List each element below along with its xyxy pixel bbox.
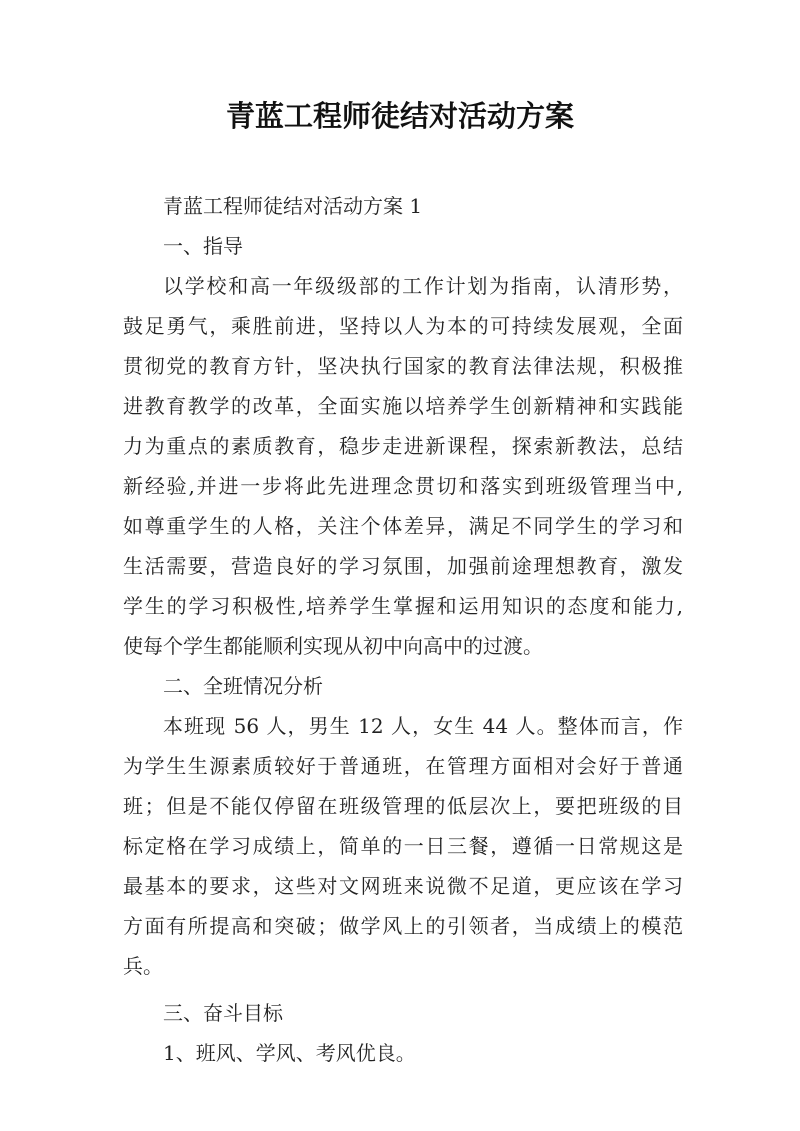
paragraph-line: 班；但是不能仅停留在班级管理的低层次上，要把班级的目	[123, 794, 683, 818]
paragraph-line: 使每个学生都能顺利实现从初中向高中的过渡。	[123, 634, 543, 658]
list-item-goal-1: 1、班风、学风、考风优良。	[163, 1041, 416, 1065]
section-heading-goals: 三、奋斗目标	[163, 1001, 283, 1025]
document-title: 青蓝工程师徒结对活动方案	[225, 99, 574, 133]
paragraph-line: 如尊重学生的人格，关注个体差异，满足不同学生的学习和	[123, 514, 683, 538]
paragraph-line: 鼓足勇气，乘胜前进，坚持以人为本的可持续发展观，全面	[123, 314, 683, 338]
paragraph-line: 方面有所提高和突破；做学风上的引领者，当成绩上的模范	[123, 914, 683, 938]
paragraph-line: 标定格在学习成绩上，简单的一日三餐，遵循一日常规这是	[123, 834, 683, 858]
paragraph-line: 本班现 56 人，男生 12 人，女生 44 人。整体而言，作	[163, 714, 683, 738]
paragraph-line: 进教育教学的改革，全面实施以培养学生创新精神和实践能	[123, 394, 683, 418]
paragraph-line: 贯彻党的教育方针，坚决执行国家的教育法律法规，积极推	[123, 354, 683, 378]
document-body	[123, 186, 683, 1073]
section-heading-guidance: 一、指导	[163, 234, 243, 258]
paragraph-line: 以学校和高一年级级部的工作计划为指南，认清形势，	[163, 274, 683, 298]
paragraph-line: 学生的学习积极性,培养学生掌握和运用知识的态度和能力,	[123, 594, 683, 618]
paragraph-line: 生活需要，营造良好的学习氛围，加强前途理想教育，激发	[123, 554, 683, 578]
paragraph-line: 新经验,并进一步将此先进理念贯切和落实到班级管理当中,	[123, 474, 683, 498]
section-heading-class-analysis: 二、全班情况分析	[163, 674, 323, 698]
document-subtitle: 青蓝工程师徒结对活动方案 1	[163, 194, 423, 218]
paragraph-line: 兵。	[123, 954, 163, 978]
paragraph-guidance	[123, 266, 683, 666]
paragraph-class-analysis	[123, 706, 683, 986]
paragraph-line: 为学生生源素质较好于普通班，在管理方面相对会好于普通	[123, 754, 683, 778]
paragraph-line: 力为重点的素质教育，稳步走进新课程，探索新教法，总结	[123, 434, 683, 458]
paragraph-line: 最基本的要求，这些对文网班来说微不足道，更应该在学习	[123, 874, 683, 898]
